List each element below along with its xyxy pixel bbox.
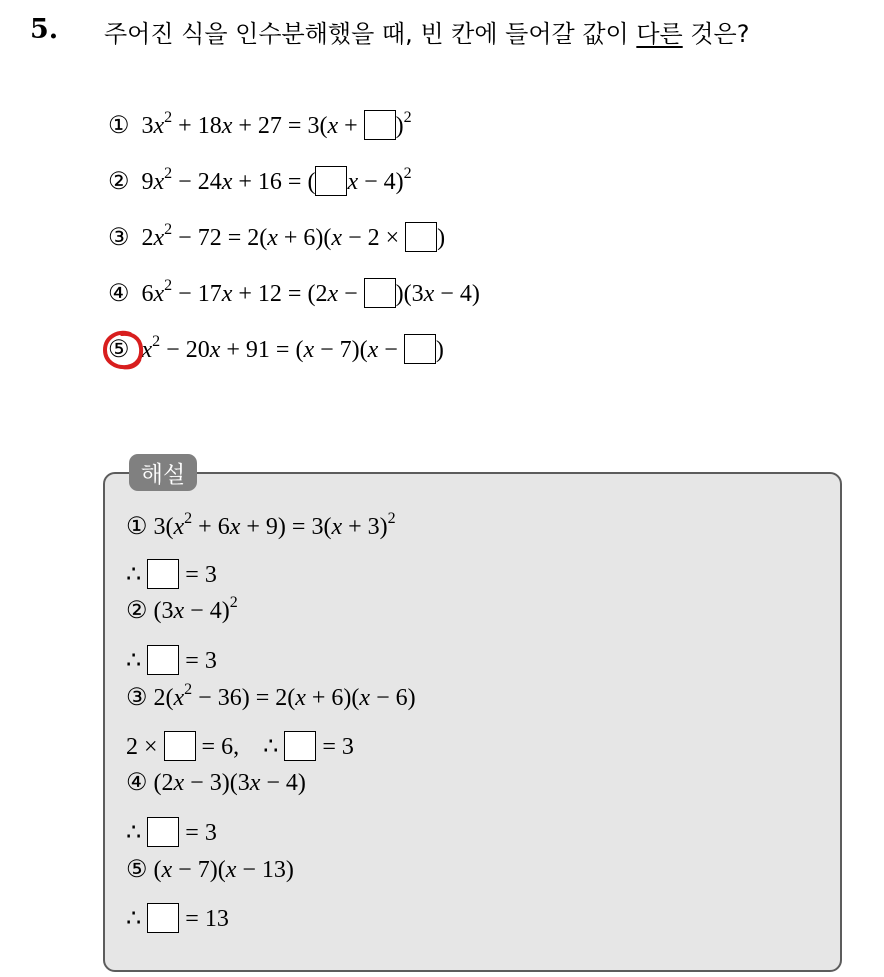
explanation-line-5: ③ $2(x^2 - 36) = 2(x + 6)(x - 6)$	[126, 681, 416, 711]
blank-box	[147, 645, 179, 675]
option-1[interactable]: ① $3x^2 + 18x + 27 = 3(x + )^2$	[108, 109, 412, 139]
option-5[interactable]: ⑤ $x^2 - 20x + 91 = (x - 7)(x$ − )	[108, 333, 444, 363]
explanation-line-7: ④ (2x − 3)(3x − 4)	[126, 770, 306, 796]
explanation-line-6: 2 × = 6, ∴ = 3	[126, 731, 354, 761]
question-text-before: 주어진 식을 인수분해했을 때, 빈 칸에 들어갈 값이	[104, 20, 637, 48]
question-text-underlined: 다른	[636, 20, 683, 48]
option-2[interactable]: ② $9x^2 - 24x + 16$ = ( x − 4)$^2$	[108, 165, 412, 195]
explanation-line-1: ① $3(x^2 + 6x + 9) = 3(x + 3)^2$	[126, 510, 396, 540]
blank-box	[147, 903, 179, 933]
question-text	[104, 14, 749, 49]
blank-box	[315, 166, 347, 196]
option-marker: ②	[108, 169, 130, 195]
explanation-label: 해설	[129, 454, 197, 491]
blank-box	[147, 817, 179, 847]
blank-box	[364, 278, 396, 308]
explanation-line-4: ∴ = 3	[126, 645, 217, 675]
explanation-line-10: ∴ = 13	[126, 903, 229, 933]
option-3[interactable]: ③ $2x^2 - 72 = 2(x + 6)(x - 2$ × )	[108, 221, 446, 251]
explanation-box	[103, 472, 842, 972]
question-text-after: 것은?	[682, 20, 750, 48]
option-marker: ④	[108, 281, 130, 307]
explanation-line-3: ② $(3x - 4)^2$	[126, 594, 238, 624]
option-4[interactable]: ④ $6x^2 - 17x + 12 = (2x - )(3x - 4)$	[108, 277, 480, 307]
explanation-line-2: ∴ = 3	[126, 559, 217, 589]
option-marker: ⑤	[108, 337, 130, 363]
question-number: 5.	[30, 14, 59, 45]
option-marker: ③	[108, 225, 130, 251]
blank-box	[364, 110, 396, 140]
blank-box	[404, 334, 436, 364]
blank-box	[164, 731, 196, 761]
explanation-line-9: ⑤ (x − 7)(x − 13)	[126, 857, 294, 883]
explanation-line-8: ∴ = 3	[126, 817, 217, 847]
blank-box	[147, 559, 179, 589]
option-marker: ①	[108, 113, 130, 139]
blank-box	[284, 731, 316, 761]
blank-box	[405, 222, 437, 252]
